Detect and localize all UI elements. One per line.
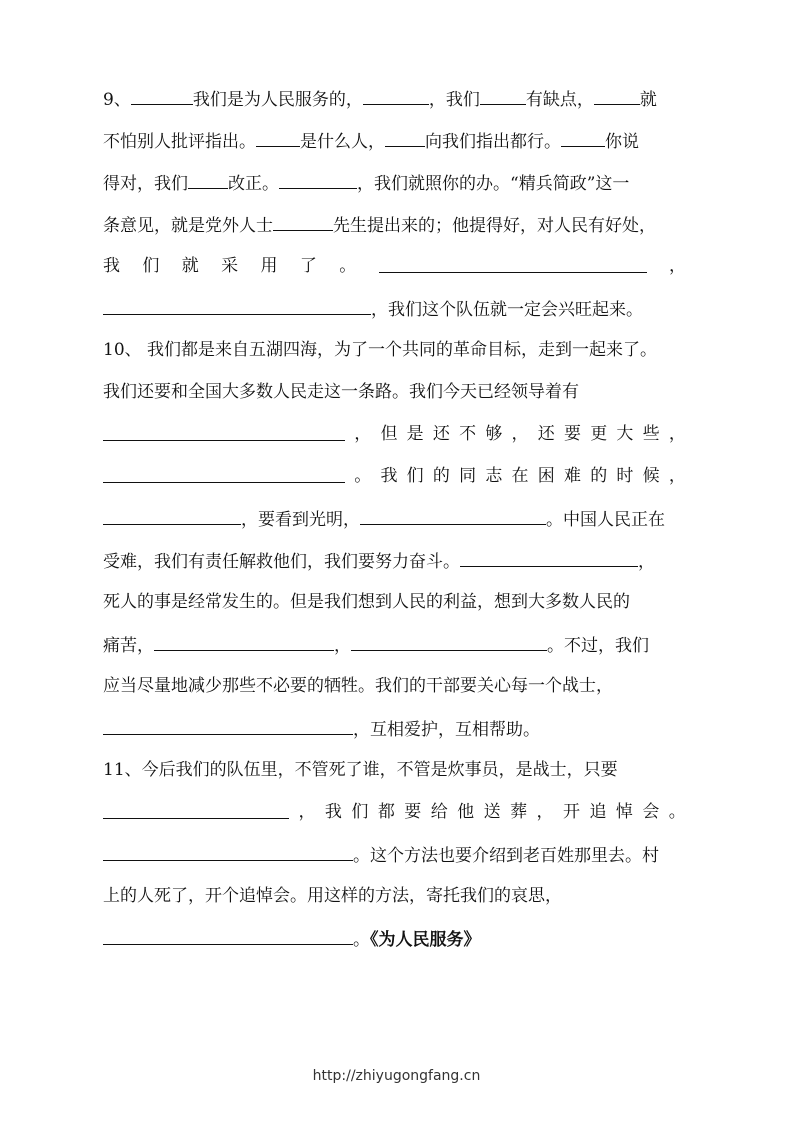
q10-line-2: 我们还要和全国大多数人民走这一条路。我们今天已经领导着有 — [103, 382, 579, 402]
question-number: 9、 — [103, 90, 131, 110]
q9-line-6: ，我们这个队伍就一定会兴旺起来。 — [103, 296, 686, 322]
q9-line-1: 9、 我们是为人民服务的， ，我们 有缺点， 就 — [103, 86, 686, 112]
q10-line-10: ，互相爱护，互相帮助。 — [103, 716, 686, 742]
q9-line-3: 得对，我们 改正。 ，我们就照你的办。“精兵简政”这一 — [103, 170, 686, 196]
fill-blank[interactable] — [103, 422, 345, 441]
fill-blank[interactable] — [154, 632, 334, 651]
fill-blank[interactable] — [273, 212, 333, 231]
fill-blank[interactable] — [103, 800, 289, 819]
fill-blank[interactable] — [103, 842, 353, 861]
fill-blank[interactable] — [103, 464, 345, 483]
fill-blank[interactable] — [561, 128, 605, 147]
q11-line-3: 。这个方法也要介绍到老百姓那里去。村 — [103, 842, 686, 868]
q10-line-5: ，要看到光明， 。中国人民正在 — [103, 506, 686, 532]
q9-line-2: 不怕别人批评指出。 是什么人， 向我们指出都行。 你说 — [103, 128, 686, 154]
q10-line-4: 。 我 们 的 同 志 在 困 难 的 时 候 ， — [103, 464, 686, 488]
fill-blank[interactable] — [379, 254, 647, 273]
q10-line-8: 痛苦， ， 。不过，我们 — [103, 632, 686, 658]
fill-blank[interactable] — [363, 86, 429, 105]
q11-line-4: 上的人死了，开个追悼会。用这样的方法，寄托我们的哀思， — [103, 886, 562, 906]
fill-blank[interactable] — [360, 506, 546, 525]
fill-blank[interactable] — [460, 548, 638, 567]
fill-blank[interactable] — [279, 170, 357, 189]
source-title: 《为人民服务》 — [370, 930, 481, 950]
q10-line-6: 受难，我们有责任解救他们，我们要努力奋斗。 ， — [103, 548, 686, 574]
q11-line-2: ， 我 们 都 要 给 他 送 葬 ， 开 追 悼 会 。 — [103, 800, 686, 824]
fill-blank[interactable] — [594, 86, 640, 105]
fill-blank[interactable] — [351, 632, 547, 651]
fill-blank[interactable] — [385, 128, 425, 147]
fill-blank[interactable] — [480, 86, 526, 105]
fill-blank[interactable] — [103, 926, 353, 945]
q10-line-7: 死人的事是经常发生的。但是我们想到人民的利益，想到大多数人民的 — [103, 592, 630, 612]
fill-blank[interactable] — [103, 296, 371, 315]
footer-url: http://zhiyugongfang.cn — [312, 1068, 481, 1084]
q10-line-9: 应当尽量地减少那些不必要的牺牲。我们的干部要关心每一个战士， — [103, 676, 613, 696]
fill-blank[interactable] — [103, 716, 353, 735]
q11-line-1: 11、今后我们的队伍里，不管死了谁，不管是炊事员，是战士，只要 — [103, 760, 618, 780]
fill-blank[interactable] — [103, 506, 241, 525]
q10-line-3: ， 但 是 还 不 够 ， 还 要 更 大 些 ， — [103, 422, 686, 446]
fill-blank[interactable] — [256, 128, 300, 147]
q9-line-4: 条意见，就是党外人士 先生提出来的；他提得好，对人民有好处， — [103, 212, 686, 238]
fill-blank[interactable] — [131, 86, 193, 105]
fill-blank[interactable] — [188, 170, 228, 189]
q11-line-5: 。《为人民服务》 — [103, 926, 686, 952]
q9-line-5: 我 们 就 采 用 了 。 ， — [103, 256, 686, 276]
q10-line-1: 10、 我们都是来自五湖四海，为了一个共同的革命目标，走到一起来了。 — [103, 340, 658, 360]
